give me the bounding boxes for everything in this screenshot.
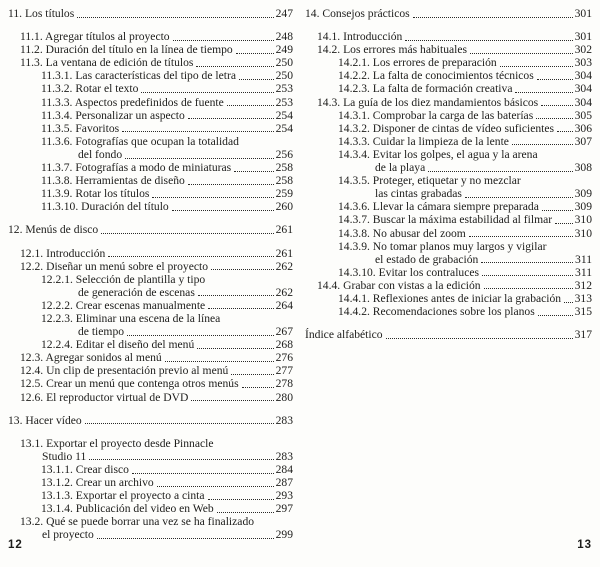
entry-text: 12.5. Crear un menú que contenga otros menús	[20, 377, 239, 391]
page-right	[305, 7, 592, 341]
entry-text: 12.1. Introducción	[20, 246, 106, 260]
toc-entry	[8, 364, 293, 377]
entry-page: 250	[275, 56, 293, 70]
entry-text: 13.1.4. Publicación del video en Web	[41, 502, 214, 516]
entry-page: 278	[275, 377, 293, 391]
dot-leader	[188, 118, 274, 119]
entry-text: 11.3.8. Herramientas de diseño	[41, 174, 185, 188]
entry-page: 253	[275, 82, 293, 96]
entry-page: 258	[275, 174, 293, 188]
entry-text: 13.1. Exportar el proyecto desde Pinnacle	[20, 436, 214, 450]
toc-entry	[305, 305, 592, 318]
toc-entry	[305, 187, 592, 200]
toc-entries-left	[8, 7, 293, 541]
toc-entry	[305, 69, 592, 82]
toc-entry	[8, 489, 293, 502]
toc-entry	[305, 328, 592, 341]
entry-text: 14. Consejos prácticos	[305, 7, 410, 20]
dot-leader	[465, 197, 573, 198]
entry-page: 261	[275, 223, 293, 237]
dot-leader	[469, 236, 573, 237]
toc-entry	[8, 273, 293, 286]
entry-text: 13.1.3. Exportar el proyecto a cinta	[41, 489, 205, 503]
entry-page: 315	[574, 305, 592, 319]
entry-text: 12.3. Agregar sonidos al menú	[20, 351, 162, 365]
entry-text: 14.3.2. Disponer de cintas de vídeo suficientes	[338, 121, 555, 135]
toc-entry	[8, 338, 293, 351]
dot-leader	[482, 275, 573, 276]
dot-leader	[132, 473, 274, 474]
dot-leader	[191, 400, 273, 401]
dot-leader	[157, 486, 274, 487]
dot-leader	[541, 105, 572, 106]
entry-page: 283	[275, 449, 293, 463]
entry-text: 12.6. El reproductor virtual de DVD	[20, 390, 189, 404]
dot-leader	[97, 538, 274, 539]
dot-leader	[538, 315, 573, 316]
entry-page: 268	[275, 338, 293, 352]
toc-entry	[305, 82, 592, 95]
toc-entry	[305, 240, 592, 253]
entry-page: 254	[275, 108, 293, 122]
toc-entry	[305, 148, 592, 161]
dot-leader	[500, 66, 573, 67]
entry-text: 11.1. Agregar títulos al proyecto	[20, 30, 170, 44]
dot-leader	[413, 17, 573, 18]
toc-entries-right	[305, 7, 592, 341]
entry-text: 12.2.1. Selección de plantilla y tipo	[41, 272, 206, 286]
entry-page: 262	[275, 259, 293, 273]
toc-entry	[8, 109, 293, 122]
entry-page: 259	[275, 187, 293, 201]
dot-leader	[484, 288, 573, 289]
toc-entry	[8, 351, 293, 364]
dot-leader	[217, 512, 274, 513]
entry-text: de generación de escenas	[78, 285, 195, 299]
toc-entry	[8, 414, 293, 427]
entry-page: 254	[275, 121, 293, 135]
dot-leader	[172, 210, 274, 211]
toc-entry	[8, 82, 293, 95]
entry-page: 304	[574, 69, 592, 83]
entry-text: 11.3.9. Rotar los títulos	[41, 187, 150, 201]
entry-text: 12.4. Un clip de presentación previo al menú	[20, 364, 229, 378]
entry-text: 11.3. La ventana de edición de títulos	[20, 56, 194, 70]
toc-entry	[8, 56, 293, 69]
entry-text: 12.2.2. Crear escenas manualmente	[41, 298, 206, 312]
toc-entry	[8, 43, 293, 56]
entry-text: 14.3.9. No tomar planos muy largos y vigilar	[338, 239, 547, 253]
toc-entry	[8, 223, 293, 236]
toc-entry	[305, 7, 592, 20]
toc-entry	[8, 299, 293, 312]
entry-page: 277	[275, 364, 293, 378]
toc-entry	[8, 260, 293, 273]
entry-text: 14.2.1. Los errores de preparación	[338, 56, 497, 70]
toc-entry	[305, 279, 592, 292]
toc-entry	[305, 253, 592, 266]
entry-text: 14.3.5. Proteger, etiquetar y no mezclar	[338, 174, 521, 188]
dot-leader	[515, 92, 572, 93]
toc-entry	[305, 292, 592, 305]
dot-leader	[236, 53, 274, 54]
entry-text: 14.3.7. Buscar la máxima estabilidad al filmar	[338, 213, 553, 227]
toc-entry	[305, 43, 592, 56]
entry-text: Studio 11	[42, 449, 87, 463]
dot-leader	[196, 66, 273, 67]
entry-text: del fondo	[78, 147, 123, 161]
entry-page: 306	[574, 121, 592, 135]
entry-page: 301	[574, 30, 592, 44]
toc-entry	[8, 502, 293, 515]
toc-entry	[8, 7, 293, 20]
entry-text: 11.3.6. Fotografías que ocupan la totalidad	[41, 134, 239, 148]
toc-entry	[305, 30, 592, 43]
dot-leader	[555, 223, 573, 224]
dot-leader	[122, 131, 273, 132]
dot-leader	[101, 233, 273, 234]
entry-text: 14.3. La guía de los diez mandamientos básicos	[317, 95, 539, 109]
entry-text: 12.2.4. Editar el diseño del menú	[41, 338, 195, 352]
dot-leader	[125, 158, 273, 159]
entry-text: las cintas grabadas	[375, 187, 462, 201]
entry-text: 11.3.10. Duración del título	[41, 200, 169, 214]
dot-leader	[85, 423, 274, 424]
dot-leader	[188, 184, 274, 185]
dot-leader	[564, 302, 573, 303]
entry-text: 11.3.2. Rotar el texto	[41, 82, 139, 96]
entry-text: 14.2.3. La falta de formación creativa	[338, 82, 513, 96]
entry-page: 276	[275, 351, 293, 365]
toc-entry	[8, 161, 293, 174]
page-number-right: 13	[577, 539, 592, 551]
entry-text: 11.3.3. Aspectos predefinidos de fuente	[41, 95, 224, 109]
dot-leader	[108, 256, 273, 257]
entry-page: 305	[574, 108, 592, 122]
toc-entry	[8, 187, 293, 200]
toc-entry	[305, 56, 592, 69]
toc-entry	[8, 148, 293, 161]
entry-text: 11.3.7. Fotografías a modo de miniaturas	[41, 161, 232, 175]
entry-text: el proyecto	[42, 528, 94, 542]
toc-entry	[8, 30, 293, 43]
entry-page: 261	[275, 246, 293, 260]
toc-entry	[305, 122, 592, 135]
entry-page: 308	[574, 161, 592, 175]
dot-leader	[536, 118, 572, 119]
entry-text: 14.4.2. Recomendaciones sobre los planos	[338, 305, 535, 319]
toc-entry	[8, 437, 293, 450]
entry-page: 250	[275, 69, 293, 83]
toc-entry	[8, 312, 293, 325]
dot-leader	[141, 92, 273, 93]
entry-page: 297	[275, 502, 293, 516]
dot-leader	[239, 79, 274, 80]
entry-text: 14.3.1. Comprobar la carga de las baterías	[338, 108, 534, 122]
toc-entry	[305, 161, 592, 174]
toc-entry	[8, 325, 293, 338]
entry-text: 12.2. Diseñar un menú sobre el proyecto	[20, 259, 209, 273]
dot-leader	[77, 17, 273, 18]
entry-text: 14.3.8. No abusar del zoom	[338, 226, 466, 240]
entry-page: 253	[275, 95, 293, 109]
dot-leader	[197, 348, 273, 349]
toc-entry	[305, 266, 592, 279]
entry-page: 312	[574, 278, 592, 292]
toc-entry	[305, 96, 592, 109]
entry-page: 260	[275, 200, 293, 214]
entry-text: 14.3.6. Llevar la cámara siempre preparada	[338, 200, 539, 214]
dot-leader	[386, 338, 573, 339]
entry-page: 249	[275, 43, 293, 57]
entry-page: 310	[574, 226, 592, 240]
entry-text: 11.3.4. Personalizar un aspecto	[41, 108, 185, 122]
entry-page: 247	[275, 7, 293, 20]
entry-page: 313	[574, 291, 592, 305]
toc-entry	[8, 463, 293, 476]
entry-page: 309	[574, 200, 592, 214]
entry-page: 293	[275, 489, 293, 503]
entry-text: 13. Hacer vídeo	[8, 413, 82, 427]
entry-page: 283	[275, 413, 293, 427]
entry-text: 11.2. Duración del título en la línea de tiempo	[20, 43, 233, 57]
entry-page: 307	[574, 134, 592, 148]
entry-page: 267	[275, 325, 293, 339]
entry-text: 13.1.1. Crear disco	[41, 462, 129, 476]
entry-text: de tiempo	[78, 325, 125, 339]
toc-entry	[8, 200, 293, 213]
toc-entry	[8, 377, 293, 390]
entry-page: 280	[275, 390, 293, 404]
entry-page: 262	[275, 285, 293, 299]
toc-entry	[8, 174, 293, 187]
dot-leader	[173, 40, 274, 41]
page-left	[8, 7, 293, 541]
dot-leader	[542, 210, 573, 211]
entry-text: 13.1.2. Crear un archivo	[41, 476, 154, 489]
entry-text: 14.4.1. Reflexiones antes de iniciar la grabación	[338, 291, 562, 305]
entry-page: 264	[275, 298, 293, 312]
entry-page: 258	[275, 161, 293, 175]
entry-page: 299	[275, 528, 293, 542]
entry-text: 12. Menús de disco	[8, 223, 99, 237]
entry-text: 14.1. Introducción	[317, 30, 403, 44]
toc-entry	[305, 213, 592, 226]
dot-leader	[428, 171, 572, 172]
toc-entry	[305, 135, 592, 148]
entry-page: 303	[574, 56, 592, 70]
dot-leader	[470, 53, 573, 54]
entry-page: 304	[574, 95, 592, 109]
entry-text: 14.3.10. Evitar los contraluces	[338, 265, 480, 279]
entry-page: 311	[575, 265, 592, 279]
toc-entry	[8, 476, 293, 489]
page-number-left: 12	[8, 539, 23, 551]
entry-text: 14.3.3. Cuidar la limpieza de la lente	[338, 134, 509, 148]
dot-leader	[211, 269, 274, 270]
toc-entry	[8, 122, 293, 135]
toc-entry	[8, 69, 293, 82]
dot-leader	[537, 79, 573, 80]
entry-page: 256	[275, 147, 293, 161]
dot-leader	[405, 40, 572, 41]
dot-leader	[127, 335, 274, 336]
entry-text: 11.3.1. Las características del tipo de letra	[41, 69, 236, 83]
toc-entry	[305, 200, 592, 213]
entry-text: 14.3.4. Evitar los golpes, el agua y la arena	[338, 147, 538, 161]
toc-entry	[8, 247, 293, 260]
entry-text: 14.2. Los errores más habituales	[317, 43, 468, 57]
entry-text: 11.3.5. Favoritos	[41, 121, 120, 135]
entry-text: Índice alfabético	[305, 328, 383, 342]
dot-leader	[557, 131, 573, 132]
dot-leader	[152, 197, 273, 198]
toc-entry	[305, 174, 592, 187]
dot-leader	[227, 105, 274, 106]
dot-leader	[231, 374, 273, 375]
dot-leader	[208, 308, 273, 309]
dot-leader	[208, 499, 274, 500]
dot-leader	[198, 295, 274, 296]
toc-entry	[305, 109, 592, 122]
entry-text: 14.4. Grabar con vistas a la edición	[317, 278, 481, 292]
entry-page: 310	[574, 213, 592, 227]
dot-leader	[512, 144, 573, 145]
entry-text: de la playa	[375, 161, 426, 175]
dot-leader	[165, 361, 274, 362]
toc-entry	[8, 515, 293, 528]
toc-entry	[8, 391, 293, 404]
dot-leader	[242, 387, 274, 388]
toc-entry	[305, 227, 592, 240]
entry-page: 248	[275, 30, 293, 44]
dot-leader	[234, 171, 273, 172]
toc-entry	[8, 528, 293, 541]
entry-page: 304	[574, 82, 592, 96]
entry-text: 14.2.2. La falta de conocimientos técnicos	[338, 69, 534, 83]
toc-entry	[8, 450, 293, 463]
entry-text: 12.2.3. Eliminar una escena de la línea	[41, 311, 221, 325]
entry-page: 284	[275, 462, 293, 476]
entry-page: 301	[574, 7, 592, 20]
entry-text: el estado de grabación	[375, 252, 479, 266]
entry-page: 311	[575, 252, 592, 266]
entry-page: 317	[574, 328, 592, 342]
entry-page: 309	[574, 187, 592, 201]
toc-entry	[8, 135, 293, 148]
dot-leader	[481, 262, 573, 263]
entry-page: 302	[574, 43, 592, 57]
toc-entry	[8, 96, 293, 109]
entry-text: 11. Los títulos	[8, 7, 75, 20]
toc-entry	[8, 286, 293, 299]
entry-page: 287	[275, 476, 293, 489]
entry-text: 13.2. Qué se puede borrar una vez se ha finalizado	[20, 515, 255, 529]
dot-leader	[89, 459, 273, 460]
